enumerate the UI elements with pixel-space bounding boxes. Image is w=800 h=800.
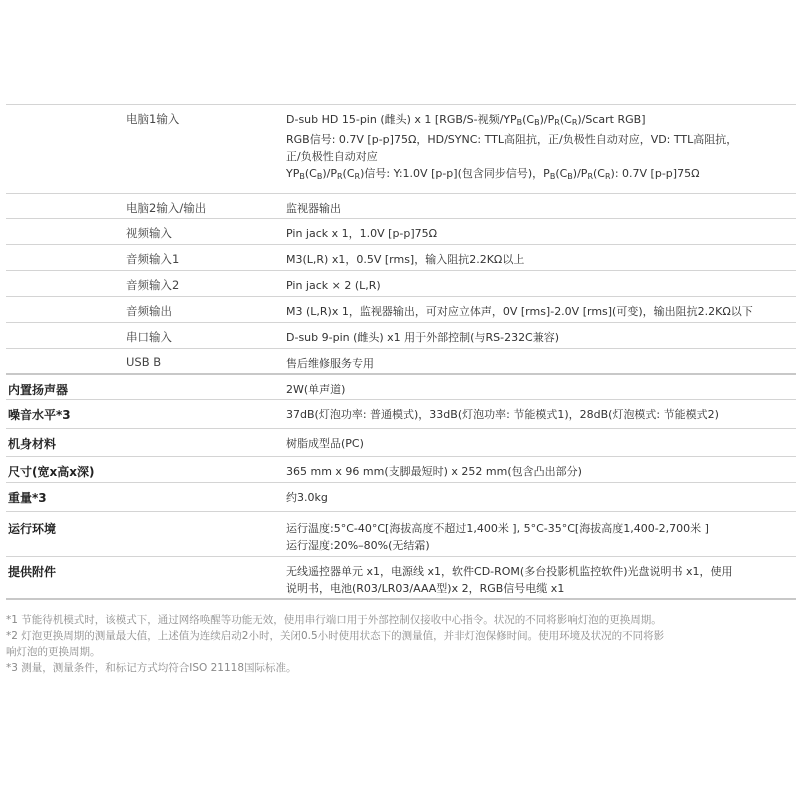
- row-label: 音频输出: [126, 304, 172, 318]
- row-label: 提供附件: [8, 565, 57, 579]
- value-line: 说明书，电池(R03/LR03/AAA型)x 2，RGB信号电缆 x1: [286, 582, 565, 595]
- row-value: [286, 557, 794, 597]
- row-dimensions: [6, 457, 796, 483]
- footnote-2: *2 灯泡更换周期的测量最大值，上述值为连续启动2小时，关闭0.5小时使用状态下的测量值，并非灯泡保修时间。使用环境及状况的不同将影: [6, 630, 665, 642]
- row-speaker: [6, 375, 796, 400]
- row-label: 音频输入1: [126, 252, 180, 266]
- row-value: [286, 105, 794, 185]
- row-value: 37dB(灯泡功率: 普通模式)，33dB(灯泡功率: 节能模式1)，28dB(灯泡模式: 节能模式2): [286, 408, 719, 421]
- row-value: [286, 512, 794, 554]
- footnotes: [6, 612, 796, 676]
- row-value: Pin jack × 2 (L,R): [286, 279, 381, 292]
- row-label: 电脑2输入/输出: [126, 201, 207, 215]
- row-operating-environment: [6, 512, 796, 557]
- value-line: RGB信号: 0.7V [p-p]75Ω，HD/SYNC: TTL高阻抗，正/负极性自动对应，VD: TTL高阻抗，: [286, 133, 738, 146]
- row-value: 树脂成型品(PC): [286, 437, 364, 450]
- row-value: 售后维修服务专用: [286, 357, 374, 370]
- value-line: 运行湿度:20%–80%(无结霜): [286, 539, 430, 552]
- row-label: 内置扬声器: [8, 383, 69, 397]
- value-line: D-sub HD 15-pin (雌头) x 1 [RGB/S-视频$/YP_B(C_B)/P_R(C_R)$/Scart RGB]: [286, 113, 646, 127]
- row-serial-input: [6, 323, 796, 349]
- value-line: 无线遥控器单元 x1，电源线 x1，软件CD-ROM(多台投影机监控软件)光盘说明书 x1，使用: [286, 565, 733, 578]
- row-label: 电脑1输入: [126, 112, 180, 126]
- footnote-3: *3 测量，测量条件，和标记方式均符合ISO 21118国际标准。: [6, 662, 297, 674]
- row-label: 运行环境: [8, 522, 57, 536]
- row-value: M3(L,R) x1，0.5V [rms]，输入阻抗2.2KΩ以上: [286, 253, 525, 266]
- row-value: D-sub 9-pin (雌头) x1 用于外部控制(与RS-232C兼容): [286, 331, 560, 344]
- row-label: 视频输入: [126, 226, 172, 240]
- row-material: [6, 429, 796, 457]
- row-label: 音频输入2: [126, 278, 180, 292]
- row-value: 约3.0kg: [286, 491, 328, 504]
- row-label: 机身材料: [8, 437, 57, 451]
- row-audio-input-1: [6, 245, 796, 271]
- value-line: 运行温度:5°C-40°C[海拔高度不超过1,400米 ], 5°C-35°C[海拔高度1,400-2,700米 ]: [286, 522, 709, 535]
- row-noise-level: [6, 400, 796, 429]
- row-value: 监视器输出: [286, 202, 341, 215]
- row-value: M3 (L,R)x 1，监视器输出，可对应立体声，0V [rms]-2.0V [rms](可变)，输出阻抗2.2KΩ以下: [286, 305, 753, 318]
- row-label: USB B: [126, 355, 162, 369]
- footnote-1: *1 节能待机模式时，该模式下，通过网络唤醒等功能无效，使用串行端口用于外部控制仅接收中心指令。状况的不同将影响灯泡的更换周期。: [6, 614, 662, 626]
- row-label: 串口输入: [126, 330, 172, 344]
- row-value: 365 mm x 96 mm(支脚最短时) x 252 mm(包含凸出部分): [286, 465, 582, 478]
- row-label: 尺寸(宽x高x深): [8, 465, 95, 479]
- row-weight: [6, 483, 796, 512]
- row-label: 噪音水平*3: [8, 408, 71, 422]
- value-line: $YP_B(C_B)/P_R(C_R)$信号: Y:1.0V [p-p](包含同步信号)，$P_B(C_B)/P_R(C_R)$: 0.7V [p-p]75Ω: [286, 167, 700, 181]
- row-value: Pin jack x 1，1.0V [p-p]75Ω: [286, 227, 438, 240]
- row-label: 重量*3: [8, 491, 47, 505]
- row-value: 2W(单声道): [286, 383, 346, 396]
- row-audio-output: [6, 297, 796, 323]
- spec-table: [6, 104, 796, 600]
- row-accessories: [6, 557, 796, 600]
- row-usb-b: [6, 349, 796, 375]
- value-line: 正/负极性自动对应: [286, 150, 378, 163]
- row-pc2-io: [6, 194, 796, 219]
- footnote-2-continued: 响灯泡的更换周期。: [6, 646, 101, 658]
- row-video-input: [6, 219, 796, 245]
- row-audio-input-2: [6, 271, 796, 297]
- row-pc1-input: [6, 104, 796, 194]
